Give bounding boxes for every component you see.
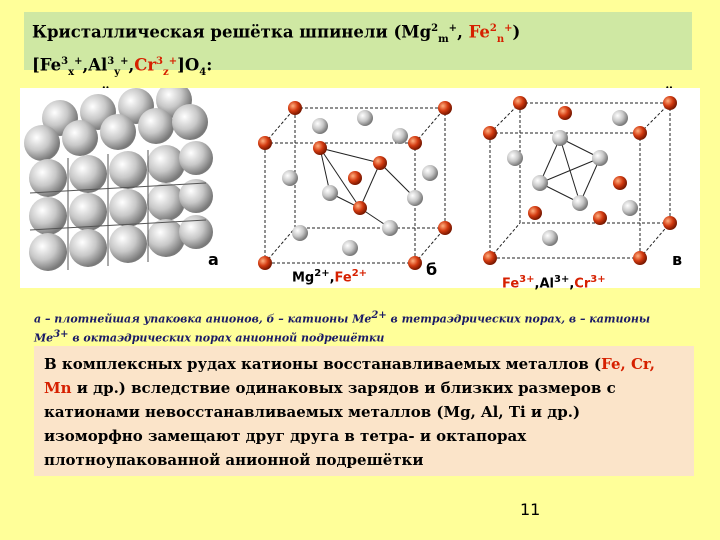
octahedral-cations: [490, 103, 670, 258]
ions-octa-label: $Fe^{3+},Al^{3+},Cr^{3+}$: [502, 274, 606, 292]
octahedral-atoms: [483, 96, 677, 265]
close-packed-anions: [24, 88, 213, 271]
ions-tetra-label: $Mg^{2+},Fe^{2+}$: [292, 268, 368, 286]
label-v: в: [672, 250, 683, 269]
slide-title: [24, 12, 692, 78]
explanation-box: В комплексных рудах катионы восстанавливаемых металлов (Fe, Cr, Mn и др.) вследствие одинаковых зарядов и близких размеров с катионами невосстанавливаемых металлов (Mg, Al, Ti и др.) изоморфно замещают друг друга в тетра- и октапорах плотноупакованной анионной подрешётки: [34, 346, 694, 476]
crystal-illustration: [20, 88, 700, 292]
spinel-lattice-figure: [20, 88, 700, 288]
tetrahedral-atoms: [258, 101, 452, 270]
metals-highlight: Fe, Cr, Mn: [44, 355, 655, 397]
title-line-1: Кристаллическая решётка шпинели ($Mg^2_m^+$, $Fe^2_n^+)[Fe^3_x^+,Al^3_y^+,Cr^3_z^+]O_4$:: [32, 22, 521, 78]
label-b: б: [426, 260, 438, 279]
label-a: а: [208, 250, 219, 269]
figure-caption: а – плотнейшая упаковка анионов, б – катионы $Ме^{2+}$ в тетраэдрических порах, в – катионы $Ме^{3+}$ в октаэдрических порах анионной подрешётки: [34, 310, 651, 345]
page-number: 11: [520, 500, 541, 519]
